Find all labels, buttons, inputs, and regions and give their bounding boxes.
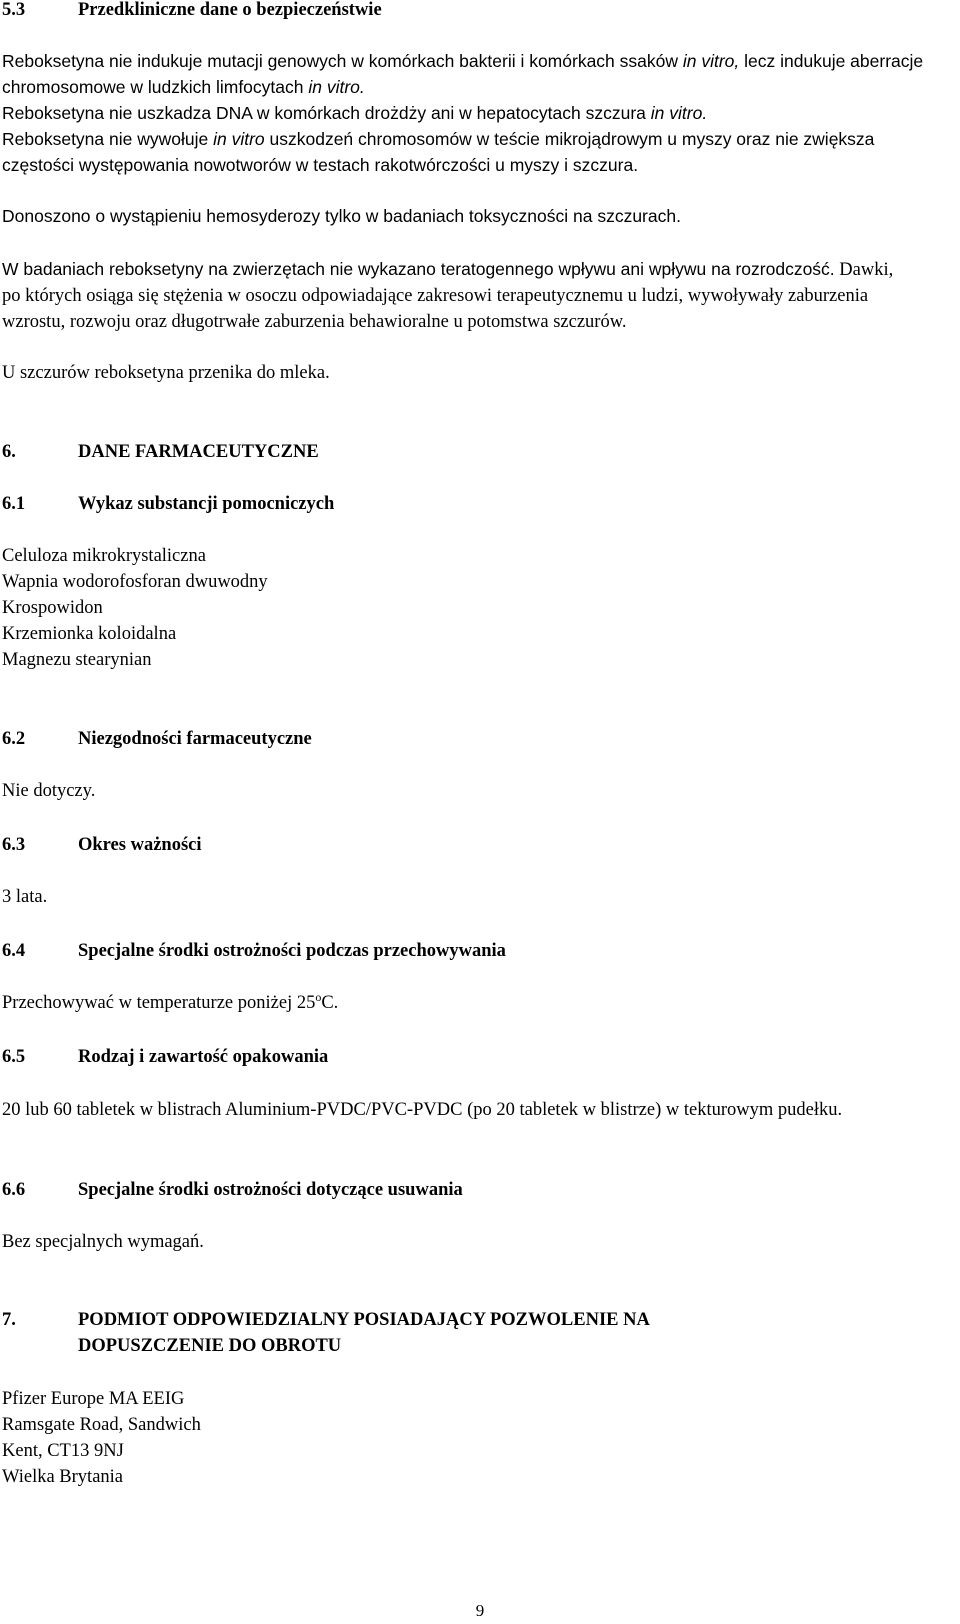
paragraph-mutations: Reboksetyna nie indukuje mutacji genowych w komórkach bakterii i komórkach ssaków in vitro, lecz indukuje aberracje chromosomowe w ludzkich limfocytach in vitro. [2, 51, 924, 97]
section-6-5-text: 20 lub 60 tabletek w blistrach Aluminium-PVDC/PVC-PVDC (po 20 tabletek w blistrze) w tekturowym pudełku. [2, 1100, 843, 1120]
excipients-list [2, 543, 268, 673]
list-item: Wapnia wodorofosforan dwuwodny [2, 572, 268, 592]
list-item: Magnezu stearynian [2, 650, 152, 670]
section-6-6-text: Bez specjalnych wymagań. [2, 1232, 204, 1252]
section-number: 5.3 [2, 0, 26, 20]
paragraph-micronucleus: Reboksetyna nie wywołuje in vitro uszkodzeń chromosomów w teście mikrojądrowym u myszy oraz nie zwiększa częstości występowania nowotworów w testach rakotwórczości u myszy i szczura. [2, 129, 875, 175]
section-6-1-heading: 6.1 Wykaz substancji pomocniczych [2, 494, 335, 514]
section-6-4-heading: 6.4 Specjalne środki ostrożności podczas przechowywania [2, 941, 506, 961]
section-5-3-body [2, 48, 942, 178]
list-item: Krospowidon [2, 598, 103, 618]
address-line: Pfizer Europe MA EEIG [2, 1389, 185, 1409]
paragraph-dna: Reboksetyna nie uszkadza DNA w komórkach drożdży ani w hepatocytach szczura in vitro. [2, 103, 708, 123]
section-6-3-heading: 6.3 Okres ważności [2, 835, 202, 855]
section-6-4-text: Przechowywać w temperaturze poniżej 25$^o$C. [2, 989, 339, 1013]
mah-address [2, 1386, 201, 1490]
section-title: Przedkliniczne dane o bezpieczeństwie [78, 0, 382, 20]
address-line: Wielka Brytania [2, 1467, 123, 1487]
section-6-heading: 6. DANE FARMACEUTYCZNE [2, 442, 319, 462]
section-5-3-heading [2, 0, 382, 23]
list-item: Krzemionka koloidalna [2, 624, 177, 644]
paragraph-hemosiderosis: Donoszono o wystąpieniu hemosyderozy tylko w badaniach toksyczności na szczurach. [2, 206, 681, 226]
section-6-3-text: 3 lata. [2, 887, 48, 907]
address-line: Ramsgate Road, Sandwich [2, 1415, 201, 1435]
address-line: Kent, CT13 9NJ [2, 1441, 124, 1461]
section-6-2-heading: 6.2 Niezgodności farmaceutyczne [2, 729, 312, 749]
section-6-6-heading: 6.6 Specjalne środki ostrożności dotyczące usuwania [2, 1180, 463, 1200]
list-item: Celuloza mikrokrystaliczna [2, 546, 206, 566]
section-6-5-heading: 6.5 Rodzaj i zawartość opakowania [2, 1047, 329, 1067]
page-number: 9 [475, 1601, 485, 1620]
paragraph-teratogenic: W badaniach reboksetyny na zwierzętach nie wykazano teratogennego wpływu ani wpływu na rozrodczość. Dawki, po których osiąga się stężenia w osoczu odpowiadające zakresowi terapeutycznemu u ludzi, wywoływały zaburzenia wzrostu, rozwoju oraz długotrwałe zaburzenia behawioralne u potomstwa szczurów. [2, 259, 894, 332]
section-6-2-text: Nie dotyczy. [2, 781, 96, 801]
section-7-heading: 7. PODMIOT ODPOWIEDZIALNY POSIADAJĄCY POZWOLENIE NA DOPUSZCZENIE DO OBROTU [2, 1310, 650, 1356]
paragraph-milk: U szczurów reboksetyna przenika do mleka. [2, 363, 330, 383]
